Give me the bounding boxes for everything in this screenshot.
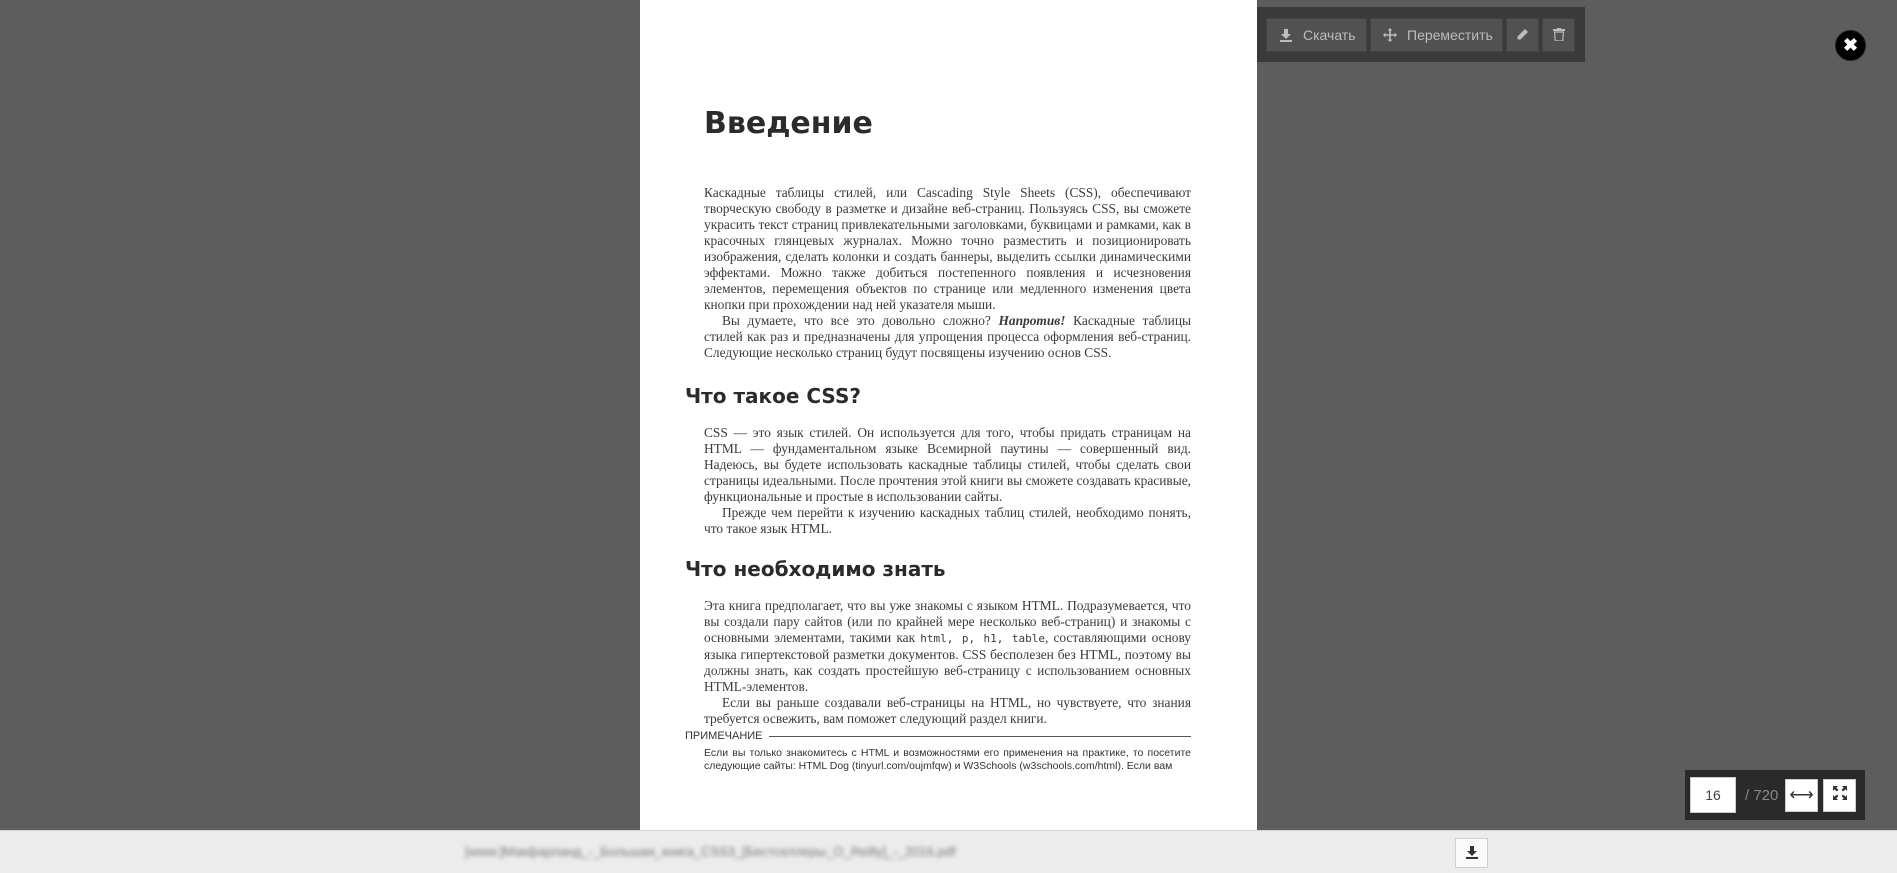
trash-icon [1552,28,1566,42]
move-icon [1383,28,1397,42]
bottom-download-button[interactable] [1455,838,1488,868]
chapter-title: Введение [704,106,873,141]
pencil-icon [1516,28,1530,42]
what-is-section [704,425,1191,537]
inline-code: html, p, h1, table [920,632,1045,645]
fullscreen-button[interactable] [1823,779,1856,812]
edit-button[interactable] [1506,18,1539,52]
document-page [640,0,1257,830]
delete-button[interactable] [1542,18,1575,52]
download-button[interactable]: Скачать [1266,18,1367,52]
download-icon [1465,845,1479,862]
close-button[interactable] [1835,30,1866,61]
need-paragraph-2: Если вы раньше создавали веб-страницы на HTML, но чувствуете, что знания требуется освежить, вам поможет следующий раздел книги. [704,695,1191,726]
need-paragraph-1: Эта книга предполагает, что вы уже знакомы с языком HTML. Подразумевается, что вы создали пару сайтов (или по крайней мере несколько веб-страниц) и знакомы с основными элементами, такими как html, p, h1, table, составляющими основу языка гипертекстовой разметки документов. CSS бесполезен без HTML, поэтому вы должны знать, как создать простейшую веб-страницу с использованием основных HTML-элементов. [704,598,1191,694]
note-divider [769,736,1191,737]
intro-paragraph-2: Вы думаете, что все это довольно сложно? Напротив! Каскадные таблицы стилей как раз и предназначены для упрощения процесса оформления веб-страниц. Следующие несколько страниц будут посвящены изучению основ CSS. [704,313,1191,360]
heading-what-to-know: Что необходимо знать [685,557,946,581]
fit-width-icon: ⟷ [1789,785,1814,804]
page-number-input[interactable] [1690,777,1736,813]
what-paragraph-1: CSS — это язык стилей. Он используется для того, чтобы придать страницам на HTML — фундаментальном языке Всемирной паутины — совершенный вид. Надеюсь, вы будете использовать каскадные таблицы стилей, чтобы сделать свои страницы идеальными. После прочтения этой книги вы сможете создавать красивые, функциональные и простые в использовании сайты. [704,425,1191,504]
document-toolbar [1257,7,1585,62]
intro-section [704,185,1191,361]
emphasis: Напротив! [998,313,1066,328]
total-pages: / 720 [1745,786,1779,804]
heading-what-is-css: Что такое CSS? [685,384,861,408]
what-to-know-section [704,598,1191,727]
fit-width-button[interactable] [1785,779,1818,812]
page-navigator [1685,770,1865,820]
move-button[interactable]: Переместить [1370,18,1503,52]
intro-paragraph-1: Каскадные таблицы стилей, или Cascading Style Sheets (CSS), обеспечивают творческую свободу в разметке и дизайне веб-страниц. Пользуясь CSS, вы сможете украсить текст страниц привлекательными заголовками, буквицами и рамками, как в красочных глянцевых журналах. Можно точно разместить и позиционировать изображения, сделать колонки и создать баннеры, выделить ссылки динамическими эффектами. Можно также добиться постепенного появления и исчезновения элементов, перемещения объектов по странице или медленного изменения цвета кнопки при прохождении над ней указателя мыши. [704,185,1191,312]
note-heading: ПРИМЕЧАНИЕ [685,730,1191,742]
download-icon [1279,28,1293,42]
note-text: Если вы только знакомитесь с HTML и возможностями его применения на практике, то посетите следующие сайты: HTML Dog (tinyurl.com/oujmfqw) и W3Schools (w3schools.com/html). Если вам [704,747,1191,772]
file-name: [www.]Макфарланд_-_Большая_книга_CSS3_[Бестселлеры_O_Reilly]_-_2016.pdf [465,844,956,859]
close-icon: ✖ [1842,35,1859,55]
fullscreen-icon [1833,785,1847,805]
bottom-bar [0,830,1897,873]
what-paragraph-2: Прежде чем перейти к изучению каскадных таблиц стилей, необходимо понять, что такое язык HTML. [704,505,1191,536]
